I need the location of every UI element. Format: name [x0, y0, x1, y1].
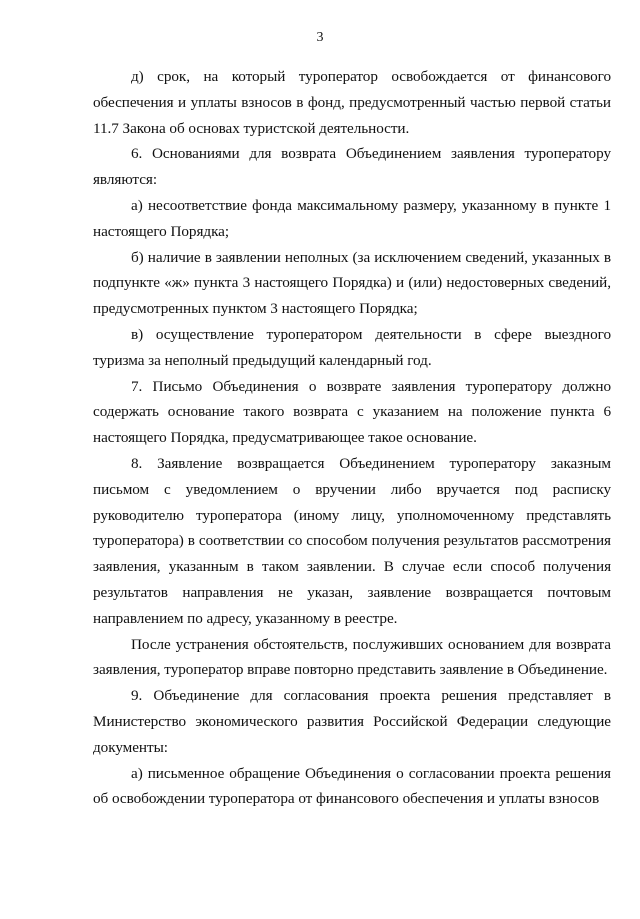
- paragraph-7: 7. Письмо Объединения о возврате заявления туроператору должно содержать основание такого возврата с указанием на положение пункта 6 настоящего Порядка, предусматривающее такое основание.: [93, 377, 611, 447]
- paragraph-8: 8. Заявление возвращается Объединением туроператору заказным письмом с уведомлением о вручении либо вручается под расписку руководителю туроператора (иному лицу, уполномоченному представлять туроператора) в соответствии со способом получения результатов рассмотрения заявления, указанным в таком заявлении. В случае если способ получения результатов направления не указан, заявление возвращается почтовым направлением по адресу, указанному в реестре.: [93, 454, 611, 627]
- paragraph-5d: д) срок, на который туроператор освобождается от финансового обеспечения и уплаты взносов в фонд, предусмотренный частью первой статьи 11.7 Закона об основах туристской деятельности.: [93, 68, 611, 137]
- paragraph-6a: а) несоответствие фонда максимальному размеру, указанному в пункте 1 настоящего Порядка;: [93, 196, 611, 240]
- paragraph-9: 9. Объединение для согласования проекта решения представляет в Министерство экономического развития Российской Федерации следующие документы:: [93, 687, 611, 756]
- paragraph-6v: в) осуществление туроператором деятельности в сфере выездного туризма за неполный предыдущий календарный год.: [93, 325, 611, 369]
- paragraph-6: 6. Основаниями для возврата Объединением заявления туроператору являются:: [93, 145, 611, 189]
- document-body: [93, 64, 611, 812]
- paragraph-8-continuation: После устранения обстоятельств, послуживших основанием для возврата заявления, туроператор вправе повторно представить заявление в Объединение.: [93, 635, 611, 679]
- page-number: 3: [316, 30, 324, 45]
- paragraph-9a: а) письменное обращение Объединения о согласовании проекта решения об освобождении туроператора от финансового обеспечения и уплаты взносов: [93, 764, 611, 808]
- paragraph-6b: б) наличие в заявлении неполных (за исключением сведений, указанных в подпункте «ж» пункта 3 настоящего Порядка) и (или) недостоверных сведений, предусмотренных пунктом 3 настоящего Порядка;: [93, 248, 611, 318]
